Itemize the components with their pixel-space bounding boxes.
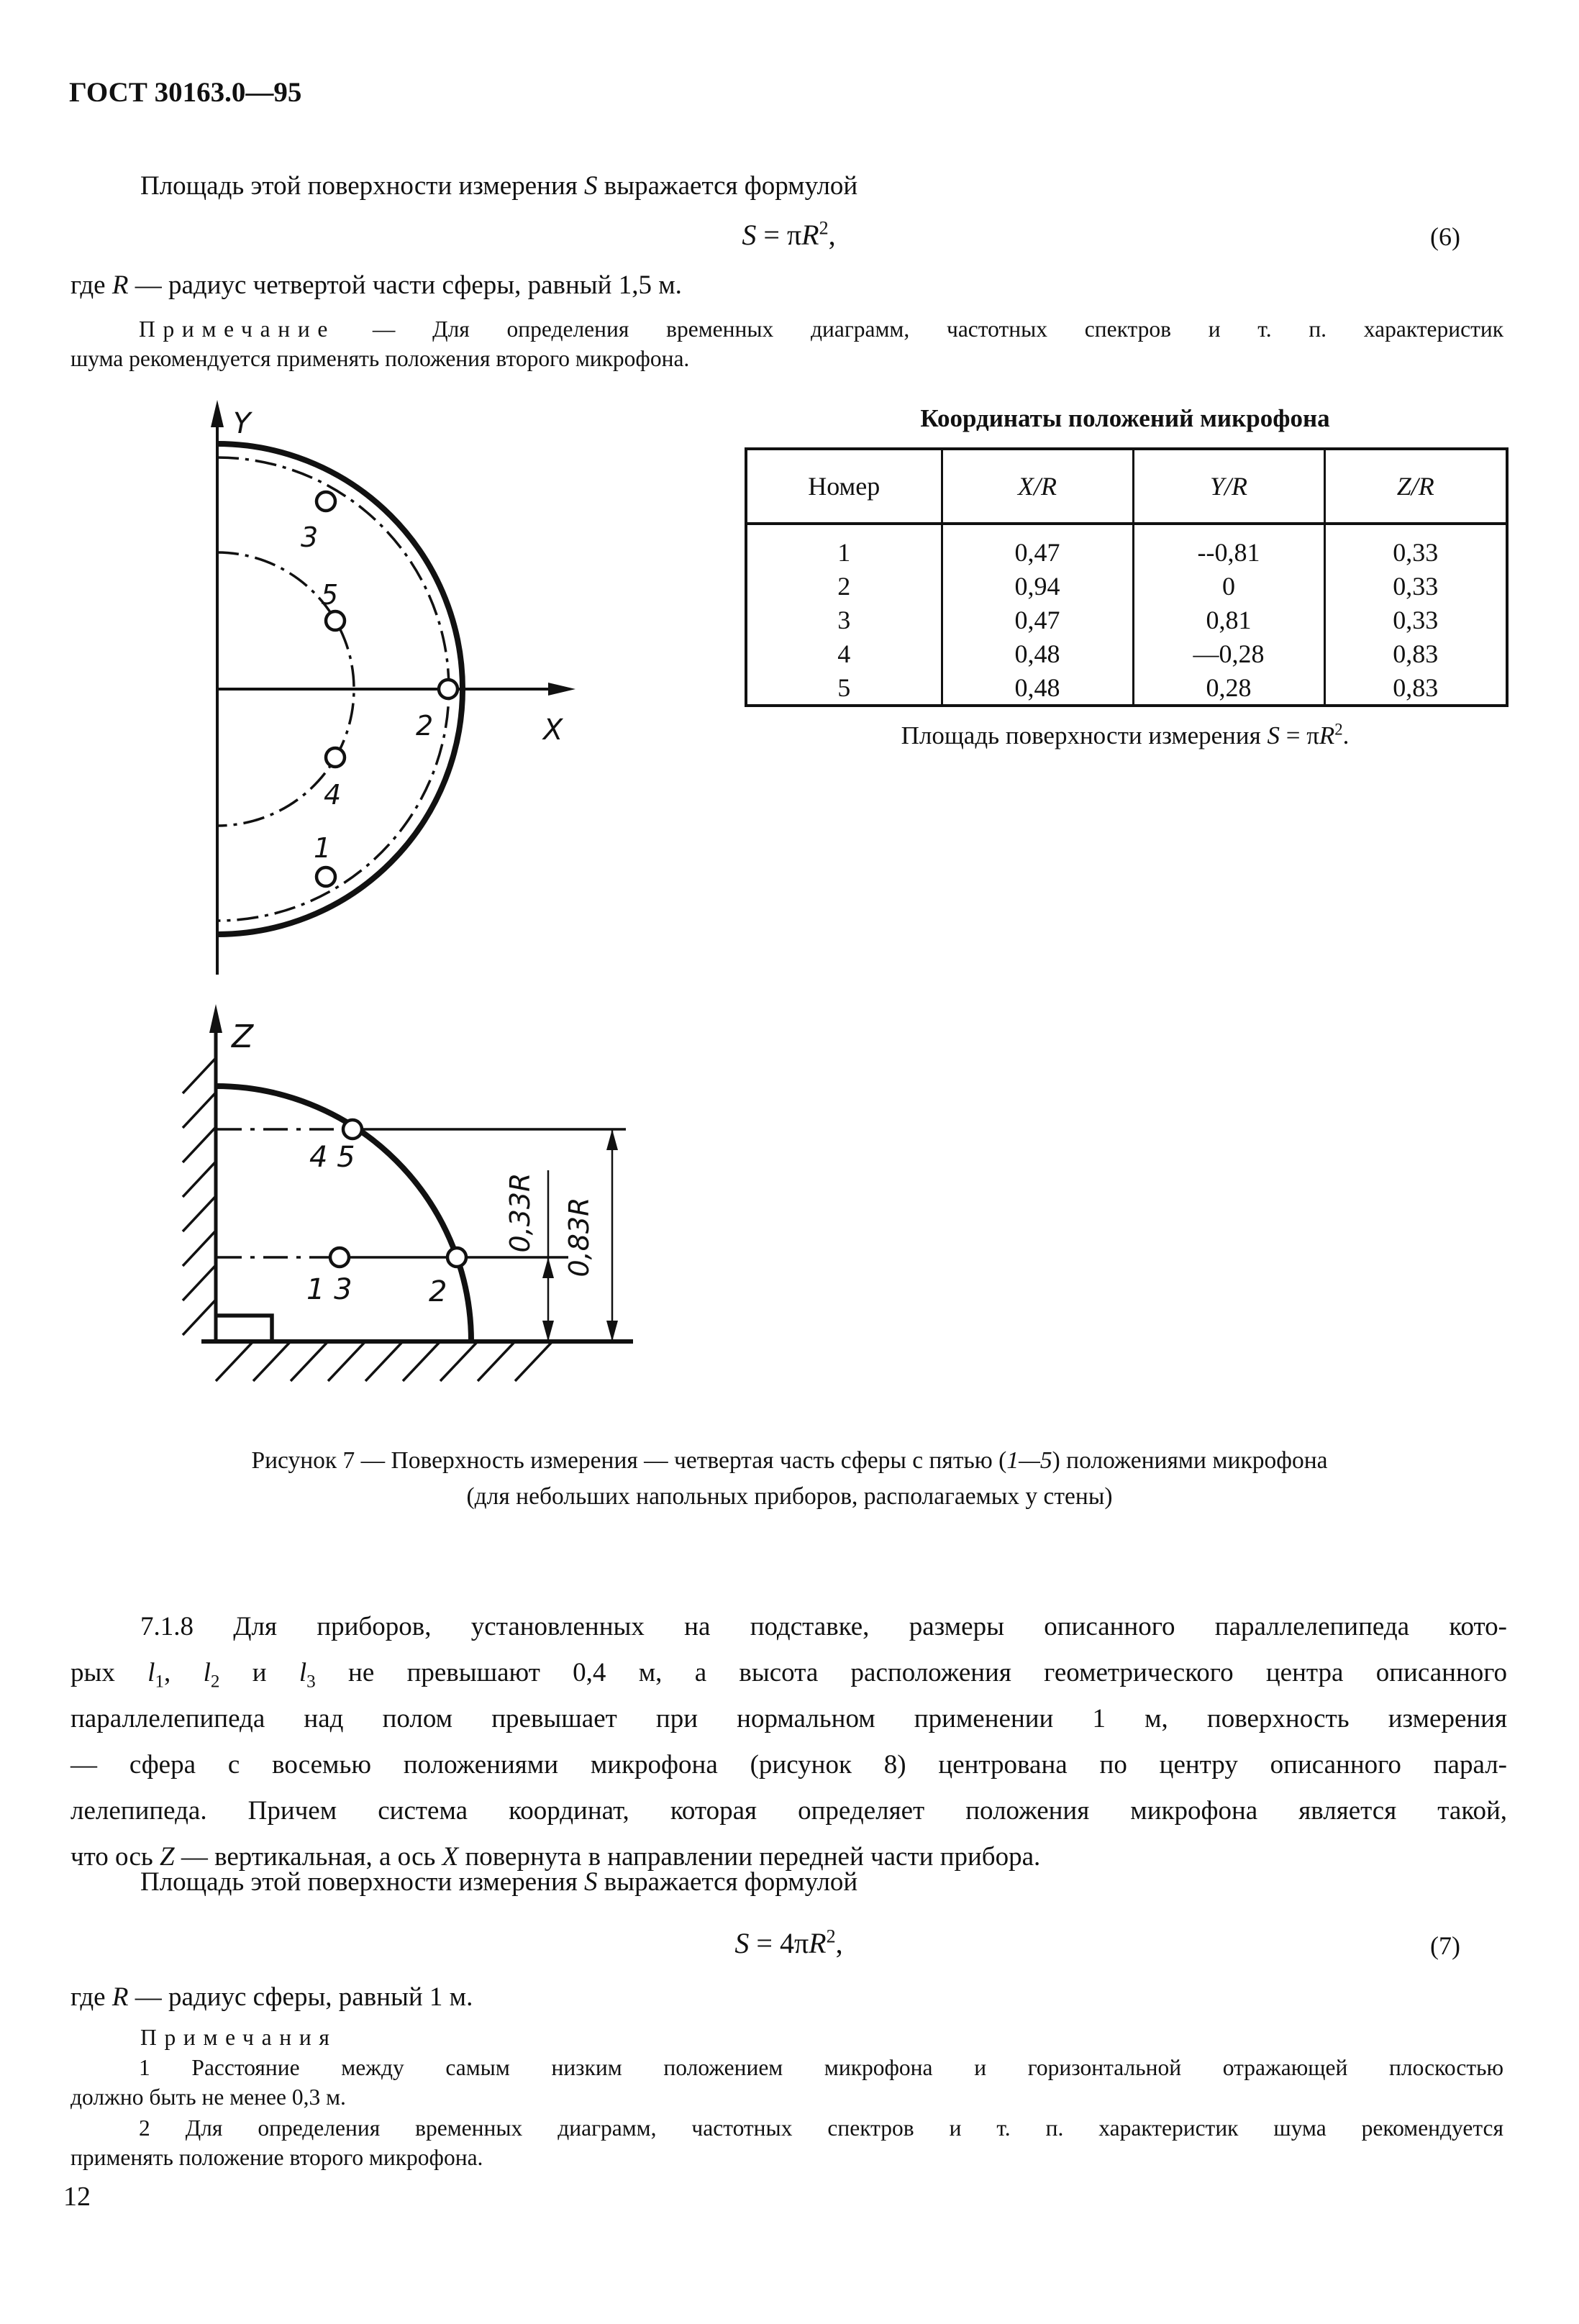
table-title [745,404,1506,433]
col-header-xr: X/R [942,449,1133,524]
cell-x-4: 0,48 [942,637,1133,670]
formula7-comma: , [835,1927,843,1959]
table-body [746,524,1507,706]
cell-x-5: 0,48 [942,670,1133,706]
formula6-r: R [801,219,819,251]
mic-label-2: 2 [416,710,434,742]
dim-033-label: 0,33R [504,1172,536,1253]
coordinates-table [745,447,1509,707]
cell-z-5: 0,83 [1324,670,1507,706]
p718-var-z: Z [160,1842,175,1872]
p718-l5-text: лелепипеда. Причем система координат, которая определяет положения микрофона является такой, [70,1796,1507,1826]
p718-l3-text: параллелепипеда над полом превышает при нормальном применении 1 м, поверхность измерения [70,1704,1507,1733]
cell-z-1: 0,33 [1324,524,1507,569]
cell-y-3: 0,81 [1133,603,1324,637]
formula-6-number [1430,222,1460,252]
mic-label-1-3: 1 3 [306,1273,352,1306]
figure-caption-line1 [0,1447,1579,1475]
formula6-comma: , [828,219,836,251]
page-number-text: 12 [63,2182,91,2212]
p718-var-l3: l [299,1658,307,1687]
paragraph-7-1-8 [70,1604,1507,1880]
note-1 [70,2053,1503,2112]
where6-a: где [70,270,112,300]
mic-label-2-side: 2 [429,1275,447,1308]
formula7-exp: 2 [826,1926,836,1947]
ground-hatching [216,1341,552,1381]
table-head [746,449,1507,524]
note-2-line2 [70,2143,1503,2172]
mic-position-2 [439,680,458,698]
note-6-line1 [70,314,1503,344]
mic-position-1-3 [330,1248,349,1267]
p718-line4 [70,1742,1507,1788]
p718-var-l2: l [203,1658,211,1687]
wall-hatching [183,1059,215,1335]
dim-083-label: 0,83R [563,1197,595,1277]
formula-7 [70,1926,1507,1960]
cell-y-4: —0,28 [1133,637,1324,670]
dim-083-arrow-up-icon [606,1129,618,1150]
figure7-top-view-diagram [180,396,597,978]
formula-6 [70,218,1507,252]
page-header [69,76,301,109]
mic-position-3 [317,492,335,511]
formula7-eq: = 4π [749,1927,809,1959]
cell-num-3: 3 [837,605,851,634]
formula6-num-text: (6) [1430,222,1460,251]
surface-area-note [745,721,1506,750]
dim-083-arrow-down-icon [606,1321,618,1341]
p718-l2c: и [219,1658,299,1687]
cell-num-5: 5 [837,673,851,702]
p718-l2a: рых [70,1658,148,1687]
table-row [746,670,1507,706]
standard-number: ГОСТ 30163.0—95 [69,77,302,108]
where7-var-r: R [112,1982,129,2012]
p718-line5 [70,1788,1507,1834]
table-header-row [746,449,1507,524]
x-axis-arrow-icon [548,683,575,696]
cell-x-1: 0,47 [942,524,1133,569]
col-header-number: Номер [746,449,942,524]
mic-label-3: 3 [301,521,319,553]
p718-sub2: 2 [210,1672,220,1692]
table-row [746,637,1507,670]
notes-label [140,2023,337,2052]
where6-var-r: R [112,270,129,300]
formula6-s: S [742,219,757,251]
z-axis-arrow-icon [209,1004,222,1033]
mic-label-5: 5 [321,579,339,611]
cell-num-2: 2 [837,571,851,601]
note-6 [70,314,1503,373]
cell-num-1: 1 [837,537,851,567]
where7-c: — радиус сферы, равный 1 м. [128,1982,473,2012]
note-1-line2 [70,2082,1503,2112]
cell-z-2: 0,33 [1324,569,1507,603]
caption-range: 1—5 [1006,1447,1052,1474]
p718-l6b: — вертикальная, а ось [174,1842,442,1872]
p718-l6a: что ось [70,1842,160,1872]
table-row [746,569,1507,603]
table-title-text: Координаты положений микрофона [920,404,1330,432]
cell-x-2: 0,94 [942,569,1133,603]
where7-a: где [70,1982,112,2012]
cell-y-1: --0,81 [1133,524,1324,569]
p718-sub3: 3 [306,1672,316,1692]
formula6-exp: 2 [819,217,829,239]
formula-7-number [1430,1931,1460,1961]
mic-label-1: 1 [314,832,332,864]
where6-c: — радиус четвертой части сферы, равный 1,5 м. [128,270,682,300]
x-axis-label: X [543,714,563,747]
mic-position-4 [326,748,345,767]
note-6-rest: — Для определения временных диаграмм, частотных спектров и т. п. характеристик [335,316,1503,342]
cell-y-5: 0,28 [1133,670,1324,706]
formula7-s: S [734,1927,750,1959]
cell-num-4: 4 [837,639,851,668]
device-box [217,1316,272,1340]
formula6-eq: = π [756,219,802,251]
intro-var-s: S [584,171,598,201]
mic-position-2-side [447,1248,466,1267]
coordinates-table-block [745,404,1509,707]
formula7-num-text: (7) [1430,1931,1460,1960]
col-header-zr: Z/R [1324,449,1507,524]
p718-line2 [70,1650,1507,1696]
cell-y-2: 0 [1133,569,1324,603]
formula7-r: R [809,1927,827,1959]
p718-l1-text: 7.1.8 Для приборов, установленных на подставке, размеры описанного параллелепипеда кото- [140,1612,1507,1641]
figure-caption-line2 [0,1483,1579,1510]
notes-label-text: Примечания [140,2025,337,2050]
mic-position-5 [326,611,345,630]
table-row [746,603,1507,637]
note-2-line1-text: 2 Для определения временных диаграмм, частотных спектров и т. п. характеристик шума рекомендуется [139,2115,1503,2141]
caption-a: Рисунок 7 — Поверхность измерения — четвертая часть сферы с пятью ( [251,1447,1007,1474]
paragraph-intro [70,173,1507,199]
sarea-a: Площадь поверхности измерения [901,721,1268,749]
table-row [746,524,1507,569]
note-1-line1-text: 1 Расстояние между самым низким положением микрофона и горизонтальной отражающей плоскостью [139,2055,1503,2080]
paragraph-intro-2 [70,1869,1507,1895]
intro-text-a: Площадь этой поверхности измерения [140,171,585,201]
figure7-side-view-diagram [108,1000,669,1413]
z-axis-label: Z [232,1019,254,1055]
note-1-line2-text: должно быть не менее 0,3 м. [70,2084,346,2110]
p718-l4-text: — сфера с восемью положениями микрофона (рисунок 8) центрована по центру описанного парал- [70,1750,1507,1780]
intro2-c: выражается формулой [597,1867,858,1897]
y-axis-label: Y [233,407,251,440]
cell-z-4: 0,83 [1324,637,1507,670]
note-6-line2 [70,344,1503,373]
p718-line3 [70,1696,1507,1742]
caption-line2-text: (для небольших напольных приборов, располагаемых у стены) [466,1483,1113,1510]
note-2-line2-text: применять положение второго микрофона. [70,2145,483,2170]
caption-c: ) положениями микрофона [1052,1447,1328,1474]
p718-var-x: X [442,1842,459,1872]
cell-x-3: 0,47 [942,603,1133,637]
sarea-r: R [1319,721,1335,749]
dim-033-arrow-down-icon [542,1321,554,1341]
intro-text-c: выражается формулой [597,171,858,201]
p718-l2d: не превышают 0,4 м, а высота расположения геометрического центра описанного [315,1658,1508,1687]
p718-sub1: 1 [155,1672,165,1692]
paragraph-where-6 [70,272,1507,299]
page-number [63,2181,91,2213]
mic-position-1 [317,867,335,886]
note-2-line1 [70,2113,1503,2143]
note-6-label: Примечание [139,316,336,342]
p718-line1 [70,1604,1507,1650]
dim-033-arrow-up-icon [542,1257,554,1278]
intro2-a: Площадь этой поверхности измерения [140,1867,585,1897]
y-axis-arrow-icon [211,400,224,427]
note-6-line2-text: шума рекомендуется применять положения второго микрофона. [70,346,690,371]
mic-label-4: 4 [324,779,342,811]
col-header-yr: Y/R [1133,449,1324,524]
mic-label-4-5: 4 5 [309,1141,355,1174]
intro2-var-s: S [584,1867,598,1897]
paragraph-where-7 [70,1984,1507,2010]
mic-position-4-5 [343,1120,362,1139]
sarea-dot: . [1342,721,1350,749]
p718-l6c: повернута в направлении передней части прибора. [458,1842,1041,1872]
sarea-exp: 2 [1334,720,1343,739]
p718-l2b: , [164,1658,204,1687]
note-1-line1 [70,2053,1503,2082]
note-2 [70,2113,1503,2172]
p718-var-l1: l [147,1658,155,1687]
sarea-mid: = π [1279,721,1319,749]
sarea-s: S [1267,721,1280,749]
cell-z-3: 0,33 [1324,603,1507,637]
